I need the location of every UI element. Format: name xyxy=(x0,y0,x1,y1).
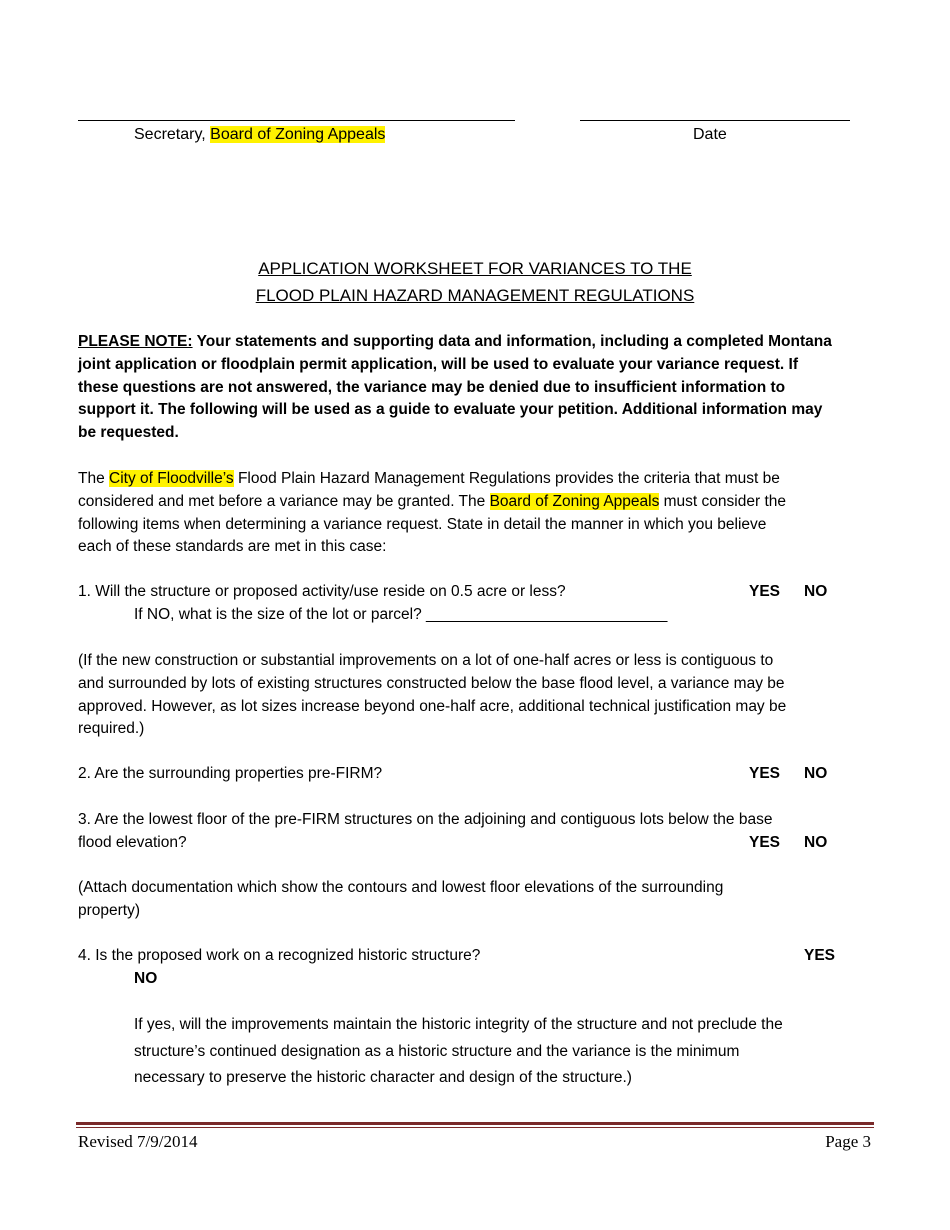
note-3-line-2: property) xyxy=(78,902,141,919)
secretary-prefix: Secretary, xyxy=(134,126,211,143)
please-note-line-2: joint application or floodplain permit application, will be used to evaluate your variance request. If xyxy=(78,355,799,373)
footer-rule-thin xyxy=(76,1127,874,1128)
question-2-text: 2. Are the surrounding properties pre-FIRM? xyxy=(78,765,383,782)
historic-paragraph xyxy=(134,1012,874,1092)
intro-line-1 xyxy=(78,468,878,491)
question-4-no[interactable]: NO xyxy=(134,970,158,987)
note-1-line-3: approved. However, as lot sizes increase beyond one-half acre, additional technical justification may be xyxy=(78,697,787,715)
question-1-lot-size-field[interactable]: If NO, what is the size of the lot or parcel? ____________________________ xyxy=(134,606,668,623)
footer-rule-thick xyxy=(76,1122,874,1125)
page-title-line-1: APPLICATION WORKSHEET FOR VARIANCES TO THE xyxy=(258,259,692,278)
question-2-no[interactable]: NO xyxy=(804,765,828,782)
intro-line-1-rest: Flood Plain Hazard Management Regulations provides the criteria that must be xyxy=(233,470,780,487)
intro-the: The xyxy=(78,470,110,487)
please-note-paragraph xyxy=(78,331,878,445)
historic-line-1: If yes, will the improvements maintain the historic integrity of the structure and not preclude the xyxy=(134,1016,783,1033)
intro-line-2-a: considered and met before a variance may be granted. The xyxy=(78,492,490,510)
intro-line-2 xyxy=(78,491,878,514)
note-1-paragraph xyxy=(78,650,878,741)
question-3-line-1: 3. Are the lowest floor of the pre-FIRM structures on the adjoining and contiguous lots below the base xyxy=(78,811,773,828)
secretary-label xyxy=(134,124,385,147)
date-label: Date xyxy=(693,126,727,143)
note-1-line-2: and surrounded by lots of existing structures constructed below the base flood level, a variance may be xyxy=(78,674,785,692)
please-note-label: PLEASE NOTE: xyxy=(78,333,193,350)
question-4-yes[interactable]: YES xyxy=(804,947,836,964)
note-1-line-4: required.) xyxy=(78,720,145,738)
question-2-yes[interactable]: YES xyxy=(749,765,781,782)
historic-line-3: necessary to preserve the historic character and design of the structure.) xyxy=(134,1069,632,1086)
board-of-zoning-appeals-highlight: Board of Zoning Appeals xyxy=(210,126,386,143)
question-4-text: 4. Is the proposed work on a recognized historic structure? xyxy=(78,947,481,964)
question-1-no[interactable]: NO xyxy=(804,583,828,600)
note-3-line-1: (Attach documentation which show the contours and lowest floor elevations of the surrounding xyxy=(78,879,724,896)
please-note-line-1 xyxy=(78,331,878,354)
intro-line-4: each of these standards are met in this case: xyxy=(78,538,387,556)
question-3-line-2: flood elevation? xyxy=(78,834,187,851)
footer-revised-date: Revised 7/9/2014 xyxy=(78,1132,198,1151)
secretary-signature-line xyxy=(78,120,515,121)
question-3-yes[interactable]: YES xyxy=(749,834,781,851)
please-note-line-4: support it. The following will be used as a guide to evaluate your petition. Additional information may xyxy=(78,401,823,419)
please-note-line-5: be requested. xyxy=(78,424,179,442)
historic-line-2: structure’s continued designation as a historic structure and the variance is the minimum xyxy=(134,1042,740,1060)
intro-line-3: following items when determining a variance request. State in detail the manner in which you believe xyxy=(78,515,767,533)
date-signature-line xyxy=(580,120,850,121)
question-1-yes[interactable]: YES xyxy=(749,583,781,600)
intro-line-2-b: must consider the xyxy=(659,492,786,510)
footer-page-number: Page 3 xyxy=(825,1132,871,1151)
note-1-line-1: (If the new construction or substantial improvements on a lot of one-half acres or less is contiguous to xyxy=(78,652,774,669)
question-1-text: 1. Will the structure or proposed activity/use reside on 0.5 acre or less? xyxy=(78,583,566,600)
please-note-text-1: Your statements and supporting data and information, including a completed Montana xyxy=(192,333,832,350)
page-title-line-2: FLOOD PLAIN HAZARD MANAGEMENT REGULATIONS xyxy=(255,286,695,305)
city-highlight: City of Floodville’s xyxy=(109,470,234,487)
board-highlight: Board of Zoning Appeals xyxy=(489,492,660,510)
question-3-no[interactable]: NO xyxy=(804,834,828,851)
intro-paragraph xyxy=(78,468,878,559)
please-note-line-3: these questions are not answered, the variance may be denied due to insufficient information to xyxy=(78,378,786,396)
